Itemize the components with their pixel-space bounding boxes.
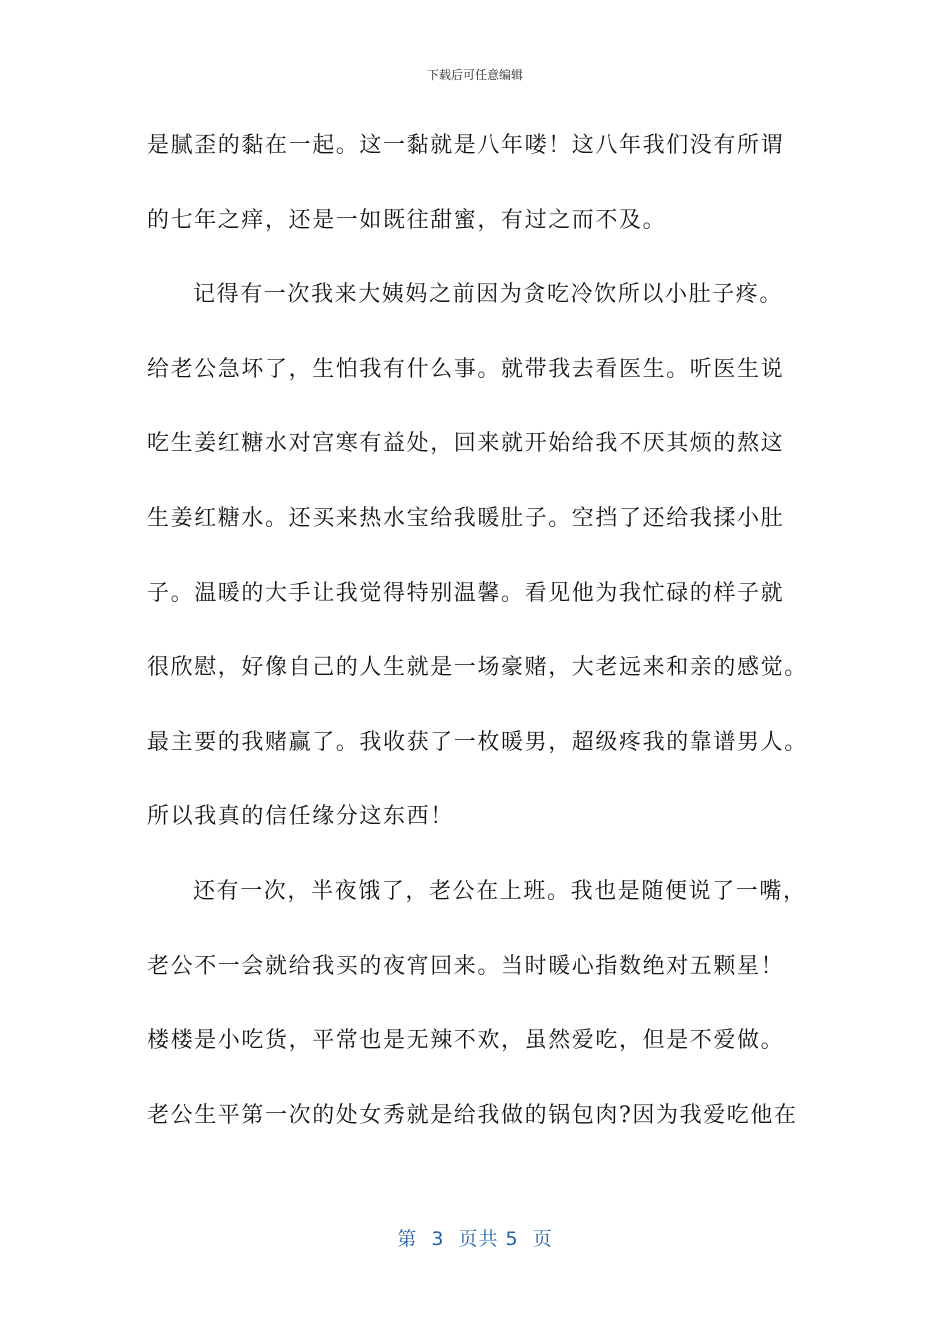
text-line-9: 最主要的我赌赢了。我收获了一枚暖男，超级疼我的靠谱男人。 [147, 729, 808, 755]
text-line-12: 老公不一会就给我买的夜宵回来。当时暖心指数绝对五颗星！ [147, 953, 785, 979]
text-line-14: 老公生平第一次的处女秀就是给我做的锅包肉?因为我爱吃他在 [147, 1102, 798, 1128]
document-body [147, 125, 827, 1169]
text-line-2: 的七年之痒，还是一如既往甜蜜，有过之而不及。 [147, 207, 667, 233]
text-line-1: 是腻歪的黏在一起。这一黏就是八年喽！这八年我们没有所谓 [147, 133, 785, 158]
text-line-13: 楼楼是小吃货，平常也是无辣不欢，虽然爱吃，但是不爱做。 [147, 1028, 785, 1054]
text-line-5: 吃生姜红糖水对宫寒有益处，回来就开始给我不厌其烦的熬这 [147, 431, 785, 457]
text-line-4: 给老公急坏了，生怕我有什么事。就带我去看医生。听医生说 [147, 356, 785, 382]
text-line-6: 生姜红糖水。还买来热水宝给我暖肚子。空挡了还给我揉小肚 [147, 505, 785, 531]
text-line-8: 很欣慰，好像自己的人生就是一场豪赌，大老远来和亲的感觉。 [147, 655, 808, 681]
page-number-footer: 第 3 页共 5 页 [397, 1228, 553, 1250]
page-header: 下载后可任意编辑 [426, 68, 523, 82]
text-line-10: 所以我真的信任缘分这东西！ [147, 804, 454, 830]
paragraph-start-line-3: 记得有一次我来大姨妈之前因为贪吃冷饮所以小肚子疼。 [193, 282, 784, 308]
paragraph-start-line-11: 还有一次，半夜饿了，老公在上班。我也是随便说了一嘴， [193, 878, 807, 904]
text-line-7: 子。温暖的大手让我觉得特别温馨。看见他为我忙碌的样子就 [147, 580, 785, 606]
